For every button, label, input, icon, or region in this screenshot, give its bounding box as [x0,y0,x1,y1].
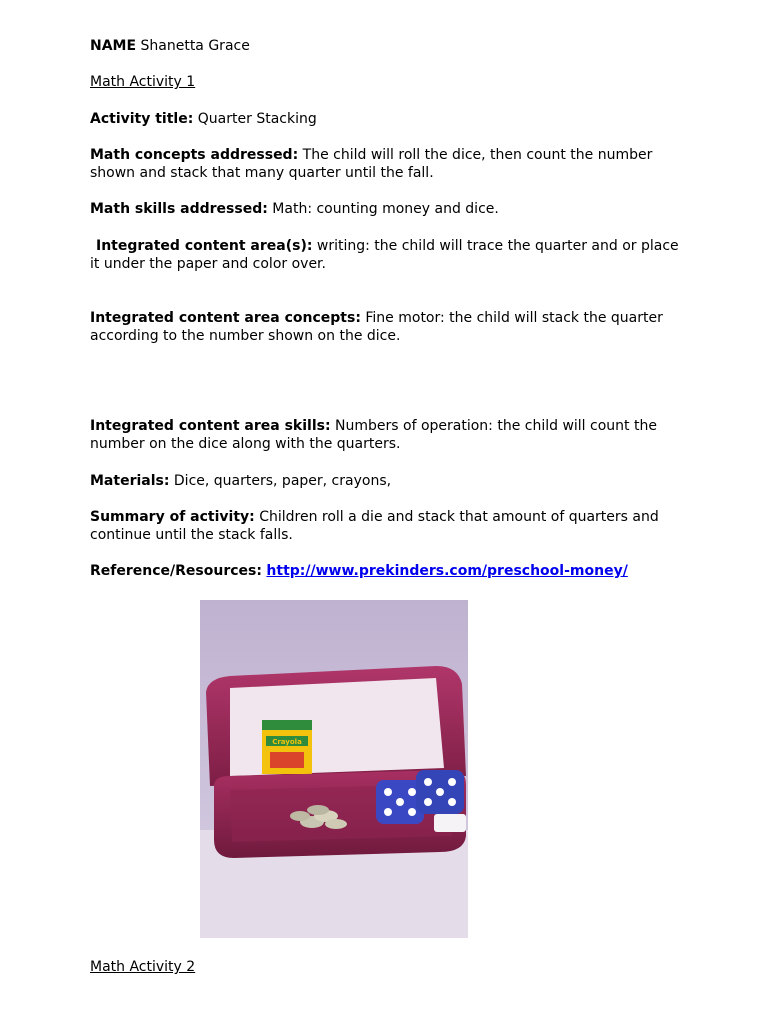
activity-photo [200,600,468,938]
math-skills-value: Math: counting money and dice. [272,201,499,217]
math-skills-label: Math skills addressed: [90,201,268,217]
activity-title-line [90,110,690,128]
integrated-area-paragraph [90,237,690,273]
integrated-concepts-paragraph [90,309,690,345]
integrated-skills-label: Integrated content area skills: [90,418,331,434]
integrated-concepts-value: Fine motor: the child will stack the quarter according to the number shown on the dice. [90,310,663,344]
reference-line [90,562,690,580]
math-concepts-paragraph [90,146,690,182]
name-label: NAME [90,38,137,54]
integrated-concepts-label: Integrated content area concepts: [90,310,361,326]
materials-line [90,472,690,490]
reference-link[interactable]: http://www.prekinders.com/preschool-money/ [266,563,628,579]
math-concepts-value: The child will roll the dice, then count the number shown and stack that many quarter until the fall. [90,147,653,181]
crayon-box-brand: Crayola [272,738,302,746]
math-skills-line [90,200,690,218]
summary-value: Children roll a die and stack that amount of quarters and continue until the stack falls. [90,509,659,543]
summary-paragraph [90,508,690,544]
integrated-skills-value: Numbers of operation: the child will count the number on the dice along with the quarters. [90,418,657,452]
photo-illustration [200,600,468,938]
reference-label: Reference/Resources: [90,563,262,579]
activity-title-value: Quarter Stacking [197,111,317,127]
activity-1-heading: Math Activity 1 [90,74,196,90]
integrated-area-value: writing: the child will trace the quarter and or place it under the paper and color over. [90,238,679,272]
name-line [90,37,690,55]
integrated-skills-paragraph [90,417,690,453]
box-latch [434,814,466,832]
crayon-box [262,720,312,774]
activity-2-heading: Math Activity 2 [90,959,196,975]
integrated-area-label: Integrated content area(s): [96,238,313,254]
math-concepts-label: Math concepts addressed: [90,147,299,163]
summary-label: Summary of activity: [90,509,255,525]
materials-label: Materials: [90,473,170,489]
materials-value: Dice, quarters, paper, crayons, [173,473,392,489]
activity-title-label: Activity title: [90,111,194,127]
name-value: Shanetta Grace [140,38,250,54]
